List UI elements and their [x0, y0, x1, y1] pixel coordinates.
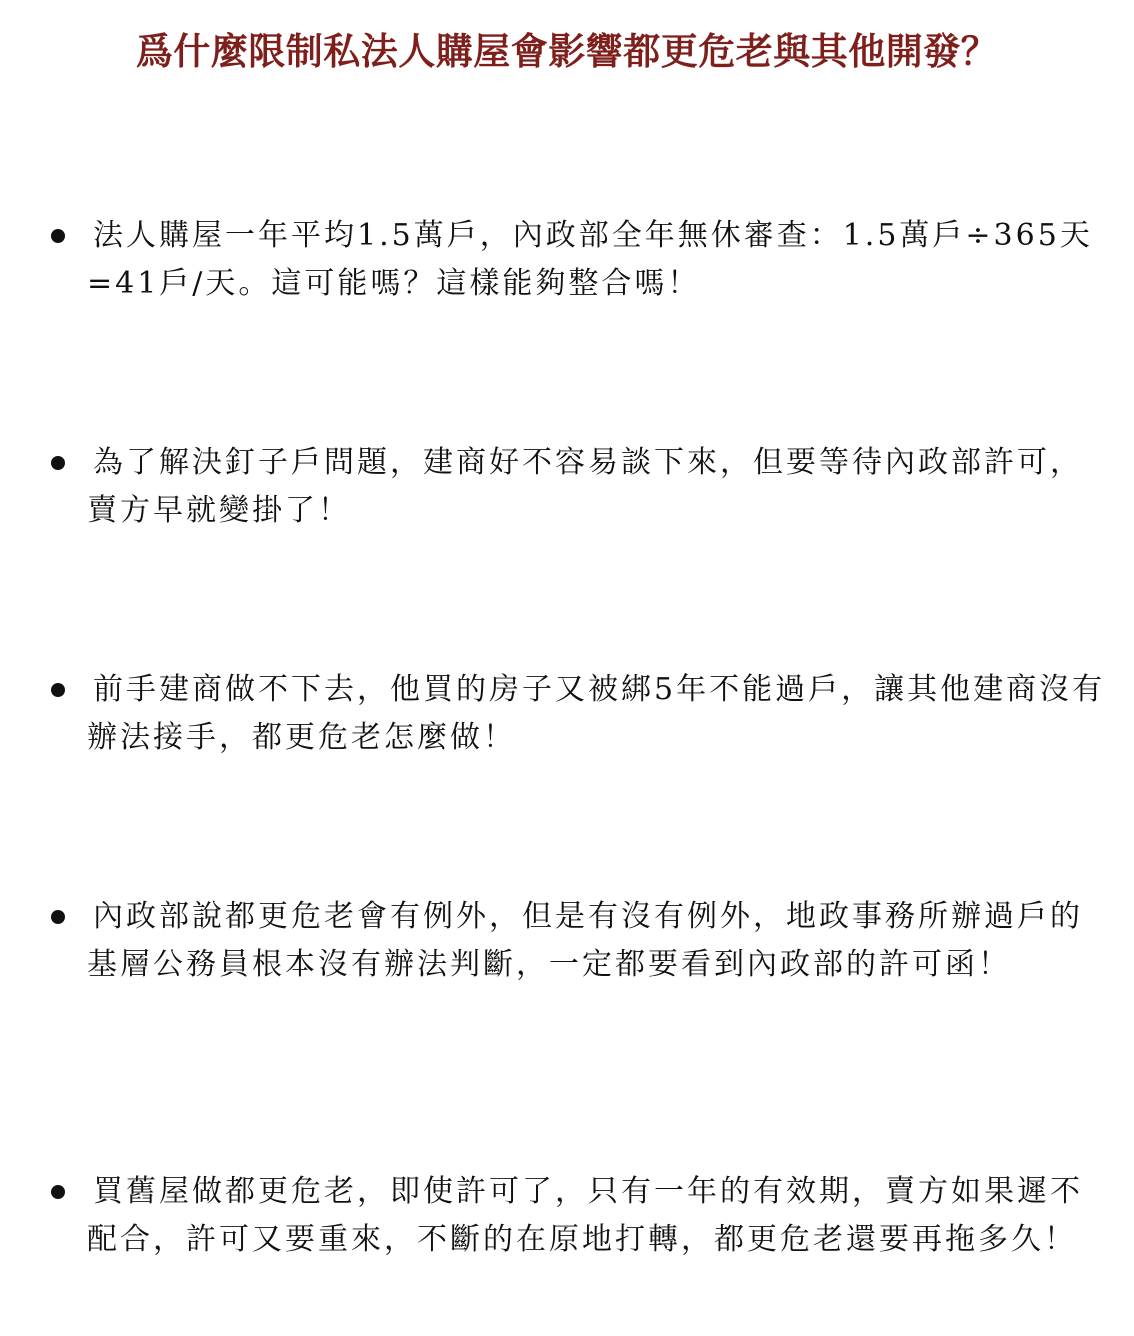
bullet-dot-icon [51, 683, 65, 697]
bullet-text: 前手建商做不下去，他買的房子又被綁5年不能過戶，讓其他建商沒有辦法接手，都更危老怎麼做！ [87, 672, 1106, 755]
bullet-dot-icon [51, 910, 65, 924]
bullet-text: 法人購屋一年平均1.5萬戶，內政部全年無休審查：1.5萬戶÷365天=41戶/天。這可能嗎？這樣能夠整合嗎！ [87, 218, 1093, 301]
bullet-item [47, 1168, 1109, 1264]
bullet-item [47, 439, 1109, 535]
bullet-item [47, 212, 1109, 308]
bullet-item [47, 893, 1109, 989]
bullet-dot-icon [51, 456, 65, 470]
bullet-text: 買舊屋做都更危老，即使許可了，只有一年的有效期，賣方如果遲不配合，許可又要重來，不斷的在原地打轉，都更危老還要再拖多久！ [87, 1174, 1083, 1257]
bullet-dot-icon [51, 229, 65, 243]
bullet-text: 內政部說都更危老會有例外，但是有沒有例外，地政事務所辦過戶的基層公務員根本沒有辦法判斷，一定都要看到內政部的許可函！ [87, 899, 1083, 982]
bullet-text: 為了解決釘子戶問題，建商好不容易談下來，但要等待內政部許可，賣方早就變掛了！ [87, 445, 1083, 528]
bullet-dot-icon [51, 1185, 65, 1199]
bullet-item [47, 666, 1109, 762]
page-title: 爲什麼限制私法人購屋會影響都更危老與其他開發？ [135, 30, 999, 73]
